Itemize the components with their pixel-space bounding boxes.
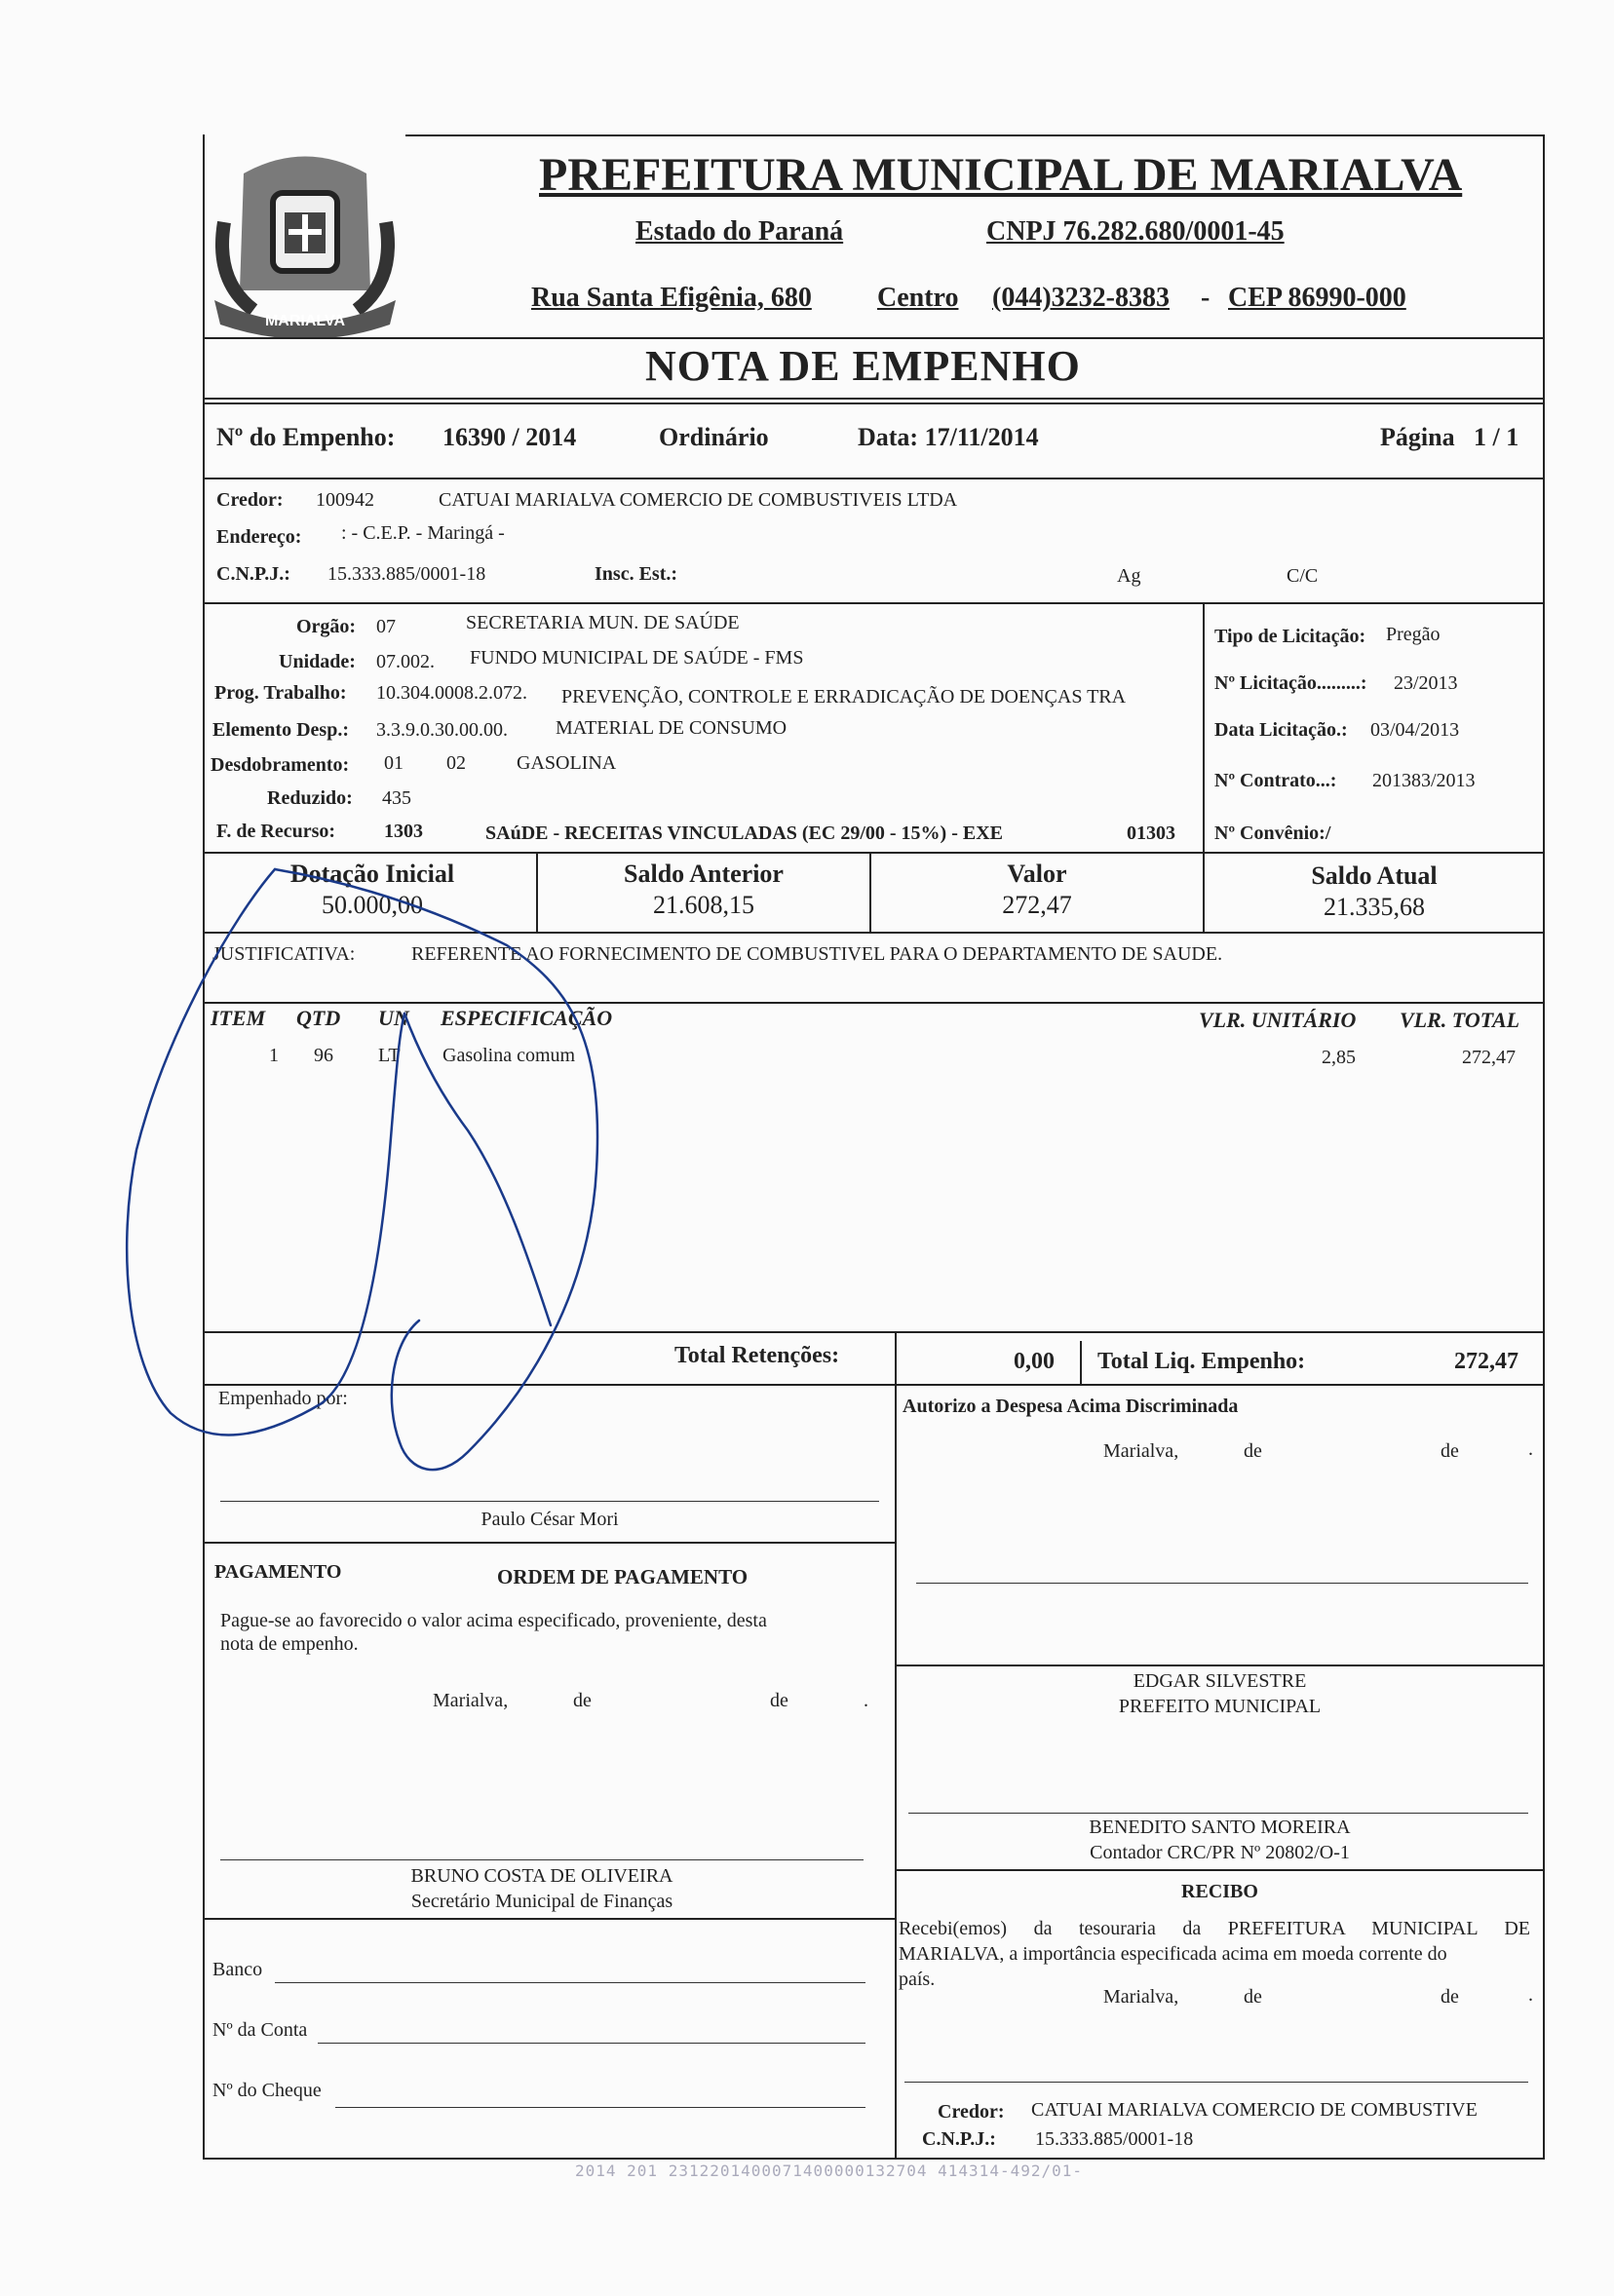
credor-address: : - C.E.P. - Maringá - (341, 522, 505, 544)
recibo-label: RECIBO (1181, 1881, 1258, 1902)
col-header-total: VLR. TOTAL (1400, 1008, 1520, 1032)
unidade-code: 07.002. (376, 651, 435, 672)
cnpj-header: CNPJ 76.282.680/0001-45 (986, 216, 1285, 247)
contrato-number: 201383/2013 (1372, 770, 1476, 791)
svg-text:MARIALVA: MARIALVA (264, 313, 346, 329)
item-number: 1 (269, 1045, 279, 1066)
desdobramento-2: 02 (446, 752, 466, 774)
anterior-value: 21.608,15 (653, 891, 754, 919)
licitacao-date-label: Data Licitação.: (1214, 719, 1348, 741)
date-dot: . (1528, 1438, 1533, 1460)
retencoes-value: 0,00 (1014, 1349, 1055, 1374)
valor-value: 272,47 (1002, 891, 1072, 919)
desdobramento-label: Desdobramento: (211, 754, 350, 776)
cheque-label: Nº do Cheque (212, 2080, 322, 2101)
elemento-label: Elemento Desp.: (212, 719, 349, 741)
address-phone: (044)3232-8383 (992, 283, 1170, 313)
recurso-name: SAúDE - RECEITAS VINCULADAS (EC 29/00 - 15%) - EXE (485, 823, 1003, 844)
col-header-item: ITEM (211, 1006, 266, 1030)
licitacao-number: 23/2013 (1394, 672, 1458, 694)
address-street: Rua Santa Efigênia, 680 (531, 283, 812, 313)
recibo-text-2: MARIALVA, a importância especificada acima em moeda corrente do (899, 1943, 1447, 1965)
item-espec: Gasolina comum (442, 1045, 576, 1066)
address-label: Endereço: (216, 526, 302, 548)
date-de: de (573, 1690, 592, 1711)
col-header-unit: VLR. UNITÁRIO (1199, 1008, 1357, 1032)
credor-cnpj: 15.333.885/0001-18 (327, 563, 486, 585)
retencoes-label: Total Retenções: (674, 1343, 840, 1368)
item-qtd: 96 (314, 1045, 333, 1066)
justificativa-label: JUSTIFICATIVA: (212, 943, 356, 965)
banco-label: Banco (212, 1959, 263, 1980)
empenho-number: 16390 / 2014 (442, 423, 577, 451)
justificativa-text: REFERENTE AO FORNECIMENTO DE COMBUSTIVEL PARA O DEPARTAMENTO DE SAUDE. (411, 943, 1223, 965)
elemento-code: 3.3.9.0.30.00.00. (376, 719, 508, 741)
recibo-text-1: Recebi(emos) da tesouraria da PREFEITURA MUNICIPAL DE (899, 1918, 1530, 1939)
page-number: 1 / 1 (1474, 423, 1519, 451)
recibo-cnpj-label: C.N.P.J.: (922, 2128, 996, 2150)
prefeito-name: EDGAR SILVESTRE (1133, 1670, 1307, 1692)
autorizo-text: Autorizo a Despesa Acima Discriminada (903, 1396, 1239, 1417)
date-de: de (1441, 1440, 1459, 1462)
col-header-un: UN (378, 1006, 409, 1030)
pagamento-label: PAGAMENTO (214, 1561, 342, 1583)
pagamento-text-1: Pague-se ao favorecido o valor acima especificado, proveniente, desta (220, 1610, 767, 1631)
secretario-name: BRUNO COSTA DE OLIVEIRA (410, 1865, 673, 1887)
recibo-cnpj: 15.333.885/0001-18 (1035, 2128, 1194, 2150)
city-name: Marialva, (1103, 1440, 1179, 1462)
document-title: NOTA DE EMPENHO (645, 342, 1081, 390)
licitacao-date: 03/04/2013 (1370, 719, 1460, 741)
prog-label: Prog. Trabalho: (214, 682, 347, 704)
orgao-code: 07 (376, 616, 396, 637)
licitacao-type: Pregão (1386, 624, 1441, 645)
anterior-label: Saldo Anterior (624, 860, 784, 888)
contador-role: Contador CRC/PR Nº 20802/O-1 (1090, 1842, 1350, 1863)
credor-name: CATUAI MARIALVA COMERCIO DE COMBUSTIVEIS LTDA (439, 489, 958, 511)
date-dot: . (864, 1690, 868, 1711)
prefeito-role: PREFEITO MUNICIPAL (1118, 1696, 1322, 1717)
secretario-role: Secretário Municipal de Finanças (410, 1891, 673, 1912)
valor-label: Valor (1007, 860, 1067, 888)
desdobramento-name: GASOLINA (517, 752, 617, 774)
pagamento-text-2: nota de empenho. (220, 1633, 359, 1655)
empenho-type: Ordinário (659, 423, 769, 451)
licitacao-type-label: Tipo de Licitação: (1214, 626, 1366, 647)
orgao-name: SECRETARIA MUN. DE SAÚDE (466, 612, 740, 633)
address-cep: CEP 86990-000 (1228, 283, 1406, 313)
date-de: de (1244, 1986, 1262, 2008)
orgao-label: Orgão: (296, 616, 357, 637)
prog-code: 10.304.0008.2.072. (376, 682, 527, 704)
convenio-label: Nº Convênio:/ (1214, 823, 1331, 844)
empenho-date: Data: 17/11/2014 (858, 423, 1039, 451)
atual-value: 21.335,68 (1324, 893, 1425, 921)
cnpj-label: C.N.P.J.: (216, 563, 290, 585)
protocol-stamp: 2014 201 2312201400071400000132704 414314-492/01- (575, 2162, 1084, 2180)
recibo-text-3: país. (899, 1969, 936, 1990)
page-title: PREFEITURA MUNICIPAL DE MARIALVA (539, 149, 1463, 201)
date-de: de (1441, 1986, 1459, 2008)
desdobramento-1: 01 (384, 752, 404, 774)
empenho-label: Nº do Empenho: (216, 423, 396, 451)
state-name: Estado do Paraná (635, 216, 844, 247)
recurso-label: F. de Recurso: (216, 821, 336, 842)
date-de: de (1244, 1440, 1262, 1462)
recibo-credor-label: Credor: (938, 2101, 1005, 2123)
empenhado-name: Paulo César Mori (480, 1509, 619, 1530)
item-un: LT (378, 1045, 401, 1066)
city-name: Marialva, (433, 1690, 509, 1711)
address-district: Centro (877, 283, 959, 313)
elemento-name: MATERIAL DE CONSUMO (556, 717, 788, 739)
item-total-value: 272,47 (1462, 1047, 1516, 1068)
liquido-label: Total Liq. Empenho: (1097, 1349, 1306, 1374)
prog-name: PREVENÇÃO, CONTROLE E ERRADICAÇÃO DE DOENÇAS TRA (561, 686, 1127, 708)
unidade-label: Unidade: (279, 651, 356, 672)
recibo-credor-name: CATUAI MARIALVA COMERCIO DE COMBUSTIVE (1031, 2099, 1478, 2121)
recurso-code: 1303 (384, 821, 423, 842)
liquido-value: 272,47 (1454, 1349, 1518, 1374)
credor-code: 100942 (316, 489, 374, 511)
date-de: de (770, 1690, 788, 1711)
address-dash: - (1201, 283, 1210, 313)
reduzido-value: 435 (382, 787, 411, 809)
credor-label: Credor: (216, 489, 284, 511)
ag-label: Ag (1117, 565, 1141, 587)
page-label: Página (1380, 423, 1455, 451)
atual-label: Saldo Atual (1311, 861, 1438, 890)
contador-name: BENEDITO SANTO MOREIRA (1089, 1817, 1351, 1838)
city-name: Marialva, (1103, 1986, 1179, 2008)
reduzido-label: Reduzido: (267, 787, 353, 809)
cc-label: C/C (1287, 565, 1319, 587)
col-header-qtd: QTD (296, 1006, 341, 1030)
recurso-code-2: 01303 (1127, 823, 1175, 844)
dotacao-value: 50.000,00 (322, 891, 423, 919)
unidade-name: FUNDO MUNICIPAL DE SAÚDE - FMS (470, 647, 804, 669)
empenhado-label: Empenhado por: (218, 1388, 348, 1409)
dotacao-label: Dotação Inicial (289, 860, 455, 888)
conta-label: Nº da Conta (212, 2019, 308, 2041)
ordem-pagamento: ORDEM DE PAGAMENTO (497, 1565, 749, 1588)
date-dot: . (1528, 1984, 1533, 2006)
item-unit-value: 2,85 (1322, 1047, 1356, 1068)
contrato-label: Nº Contrato...: (1214, 770, 1337, 791)
col-header-espec: ESPECIFICAÇÃO (441, 1006, 613, 1030)
insc-label: Insc. Est.: (595, 563, 678, 585)
licitacao-number-label: Nº Licitação.........: (1214, 672, 1367, 694)
